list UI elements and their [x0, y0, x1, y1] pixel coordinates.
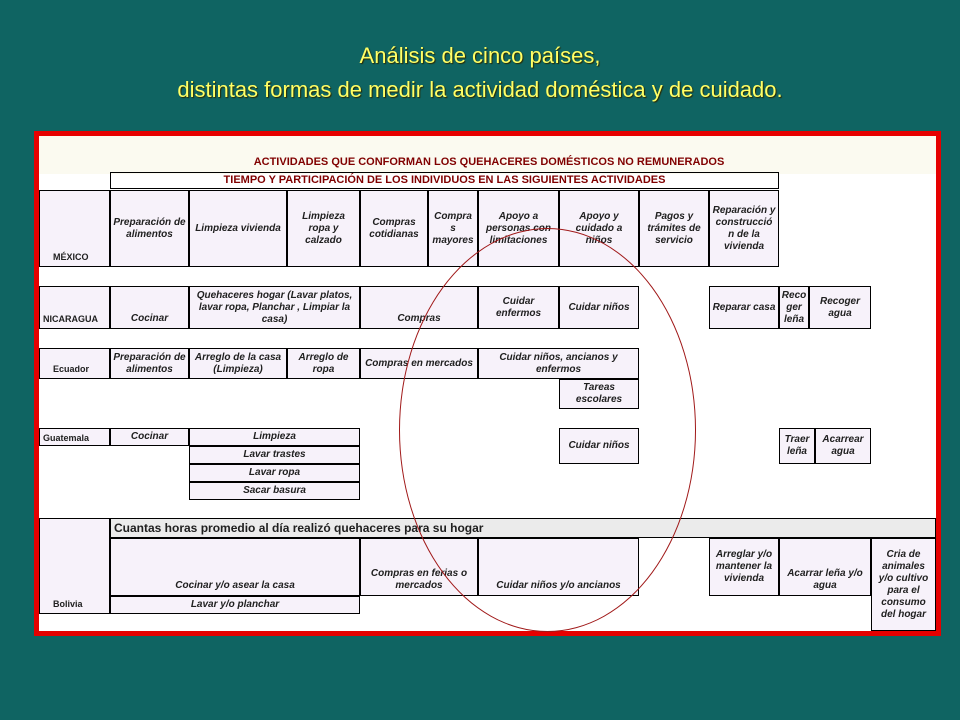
mexico-col-compras-mayores: Compra s mayores [428, 190, 478, 267]
mexico-col-apoyo-limitaciones: Apoyo a personas con limitaciones [478, 190, 559, 267]
bolivia-question: Cuantas horas promedio al día realizó quehaceres para su hogar [114, 521, 484, 535]
guatemala-lavar-trastes: Lavar trastes [189, 446, 360, 464]
mexico-col-limpieza-ropa: Limpieza ropa y calzado [287, 190, 360, 267]
mexico-col-reparacion: Reparación y construcció n de la vivienda [709, 190, 779, 267]
guatemala-lavar-ropa: Lavar ropa [189, 464, 360, 482]
bolivia-cria-animales: Cria de animales y/o cultivo para el consumo del hogar [871, 538, 936, 631]
slide-title-line1: Análisis de cinco países, [359, 43, 601, 68]
slide-title-line2: distintas formas de medir la actividad doméstica y de cuidado. [177, 77, 783, 102]
table-header-participation: TIEMPO Y PARTICIPACIÓN DE LOS INDIVIDUOS EN LAS SIGUIENTES ACTIVIDADES [223, 174, 666, 186]
table-header-activities: ACTIVIDADES QUE CONFORMAN LOS QUEHACERES DOMÉSTICOS NO REMUNERADOS [253, 156, 725, 168]
nicaragua-quehaceres: Quehaceres hogar (Lavar platos, lavar ropa, Planchar , Limpiar la casa) [189, 286, 360, 329]
mexico-col-preparacion: Preparación de alimentos [110, 190, 189, 267]
guatemala-acarrear-agua: Acarrear agua [815, 428, 871, 464]
bolivia-arreglar: Arreglar y/o mantener la vivienda [709, 538, 779, 596]
bolivia-lavar: Lavar y/o planchar [110, 596, 360, 614]
bolivia-cocinar: Cocinar y/o asear la casa [110, 538, 360, 596]
country-mexico: MÉXICO [39, 190, 110, 267]
ecuador-arreglo-casa: Arreglo de la casa (Limpieza) [189, 348, 287, 379]
mexico-col-limpieza-vivienda: Limpieza vivienda [189, 190, 287, 267]
country-nicaragua: NICARAGUA [39, 286, 110, 329]
nicaragua-compras: Compras [360, 286, 478, 329]
guatemala-limpieza: Limpieza [189, 428, 360, 446]
nicaragua-recoger-agua: Recoger agua [809, 286, 871, 329]
mexico-col-apoyo-ninos: Apoyo y cuidado a niños [559, 190, 639, 267]
bolivia-cuidar: Cuidar niños y/o ancianos [478, 538, 639, 596]
ecuador-cuidar: Cuidar niños, ancianos y enfermos [478, 348, 639, 379]
nicaragua-cuidar-enfermos: Cuidar enfermos [478, 286, 559, 329]
nicaragua-recoger-lena: Reco ger leña [779, 286, 809, 329]
nicaragua-cocinar: Cocinar [110, 286, 189, 329]
country-ecuador: Ecuador [39, 348, 110, 379]
ecuador-tareas: Tareas escolares [559, 379, 639, 409]
guatemala-cuidar-ninos: Cuidar niños [559, 428, 639, 464]
guatemala-sacar-basura: Sacar basura [189, 482, 360, 500]
bolivia-compras: Compras en ferias o mercados [360, 538, 478, 596]
bolivia-acarrear: Acarrar leña y/o agua [779, 538, 871, 596]
nicaragua-cuidar-ninos: Cuidar niños [559, 286, 639, 329]
table-frame [34, 131, 941, 636]
country-bolivia: Bolivia [39, 518, 110, 614]
ecuador-preparacion: Preparación de alimentos [110, 348, 189, 379]
nicaragua-reparar-casa: Reparar casa [709, 286, 779, 329]
ecuador-compras: Compras en mercados [360, 348, 478, 379]
guatemala-cocinar: Cocinar [110, 428, 189, 446]
mexico-col-pagos: Pagos y trámites de servicio [639, 190, 709, 267]
guatemala-traer-lena: Traer leña [779, 428, 815, 464]
country-guatemala: Guatemala [39, 428, 110, 446]
ecuador-arreglo-ropa: Arreglo de ropa [287, 348, 360, 379]
header-background [39, 136, 936, 174]
mexico-col-compras-cotidianas: Compras cotidianas [360, 190, 428, 267]
